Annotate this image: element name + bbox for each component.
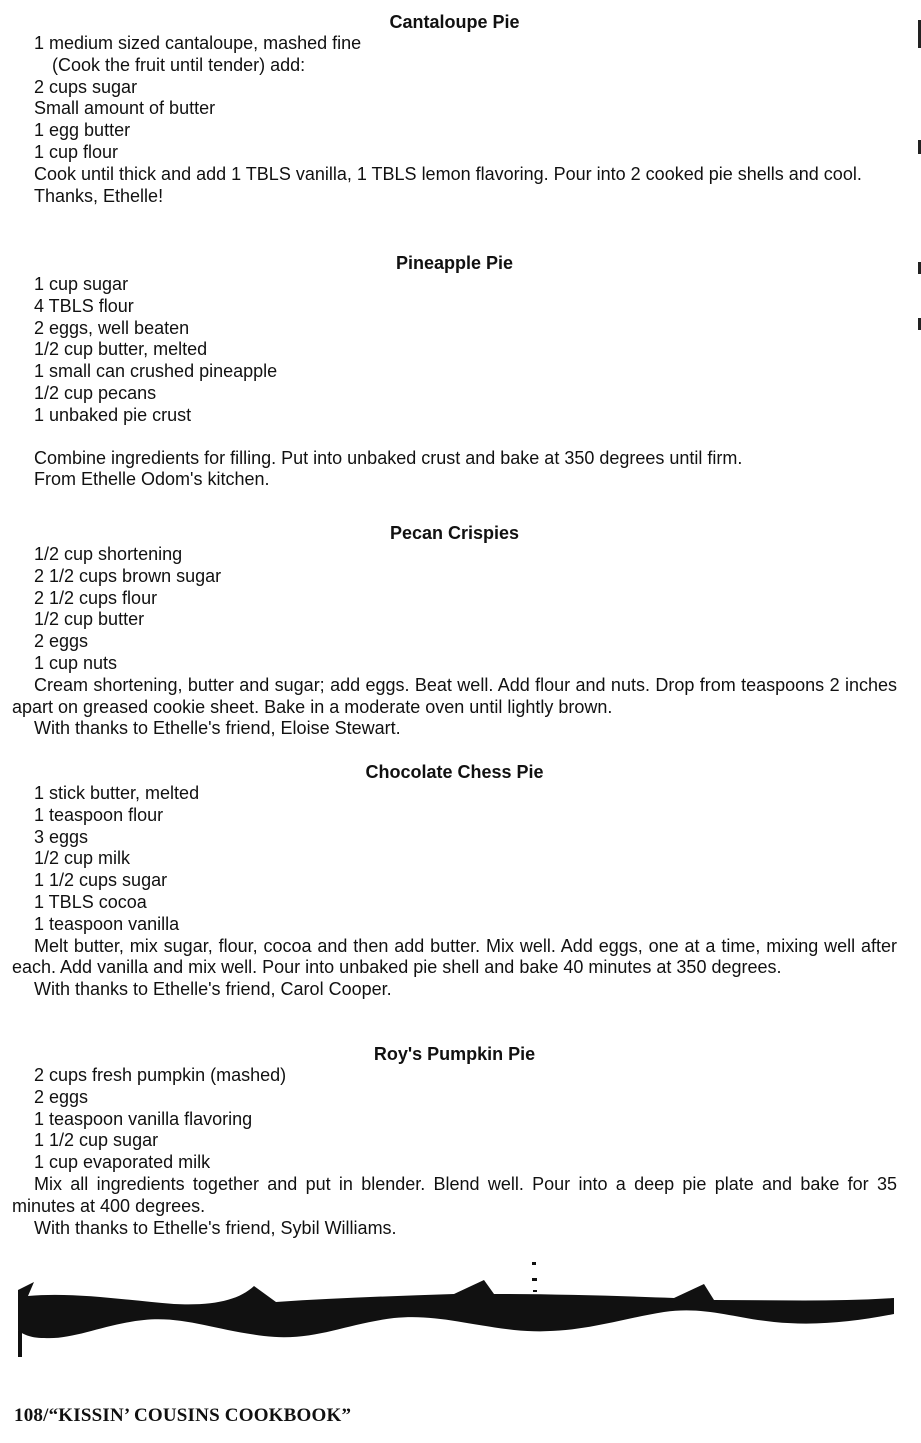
ingredient-line: 1 teaspoon flour — [34, 804, 164, 825]
ingredient-line: 1 1/2 cups sugar — [34, 870, 168, 891]
spacer — [12, 427, 897, 448]
recipe-title: Roy's Pumpkin Pie — [373, 1044, 536, 1064]
ingredient-line: Small amount of butter — [34, 98, 216, 119]
ingredient-line: 1/2 cup shortening — [34, 544, 183, 564]
ingredient-line: 1 small can crushed pineapple — [34, 361, 278, 382]
ingredient-line: 2 cups sugar — [34, 76, 138, 97]
ingredient-line: 1 egg butter — [34, 120, 131, 141]
ingredient-line: 2 eggs — [34, 631, 89, 652]
ingredient-line: 1/2 cup milk — [34, 848, 131, 869]
recipe-directions: Melt butter, mix sugar, flour, cocoa and then add butter. Mix well. Add eggs, one at a time, mixing well after each. Add vanilla and mix well. Pour into unbaked pie shell and bake 40 minutes at 350 degrees. — [12, 935, 897, 978]
ingredient-line: 1/2 cup pecans — [34, 382, 157, 403]
recipe-credit: With thanks to Ethelle's friend, Carol Cooper. — [34, 979, 392, 1000]
ingredient-line: 1 TBLS cocoa — [34, 891, 147, 912]
ingredient-line: 1 cup nuts — [34, 652, 118, 673]
recipe-directions: Combine ingredients for filling. Put into unbaked crust and bake at 350 degrees until firm. — [34, 447, 743, 468]
recipe-pineapple-pie — [12, 252, 897, 491]
recipe-directions: Cook until thick and add 1 TBLS vanilla, 1 TBLS lemon flavoring. Pour into 2 cooked pie shells and cool. — [34, 163, 862, 184]
recipe-credit: With thanks to Ethelle's friend, Eloise Stewart. — [34, 718, 401, 739]
ingredient-line: 1 cup flour — [34, 141, 119, 162]
page-footer: 108/“KISSIN’ COUSINS COOKBOOK” — [14, 1405, 352, 1426]
ingredient-line: 2 eggs — [34, 1086, 89, 1107]
recipe-chocolate-chess-pie — [12, 761, 897, 1001]
ingredient-line: 1/2 cup butter — [34, 609, 145, 630]
ingredient-line: 4 TBLS flour — [34, 295, 134, 316]
recipe-directions: Mix all ingredients together and put in blender. Blend well. Pour into a deep pie plate and bake for 35 minutes at 400 degrees. — [12, 1173, 897, 1216]
recipe-roys-pumpkin-pie — [12, 1043, 897, 1239]
recipe-title: Chocolate Chess Pie — [365, 762, 544, 782]
ingredient-line: 1 medium sized cantaloupe, mashed fine — [34, 33, 362, 53]
ingredient-line: 3 eggs — [34, 826, 89, 847]
ingredient-line: 1 cup evaporated milk — [34, 1152, 211, 1173]
recipe-title: Pineapple Pie — [395, 253, 514, 273]
recipe-credit: Thanks, Ethelle! — [34, 185, 164, 206]
ingredient-line: 1 stick butter, melted — [34, 783, 200, 803]
ingredient-line: 1 teaspoon vanilla — [34, 913, 180, 934]
recipe-pecan-crispies — [12, 522, 897, 740]
ingredient-line: (Cook the fruit until tender) add: — [52, 54, 306, 75]
recipe-title: Cantaloupe Pie — [389, 12, 520, 32]
wave-divider-icon — [14, 1262, 899, 1357]
recipe-cantaloupe-pie — [12, 11, 897, 207]
ingredient-line: 2 eggs, well beaten — [34, 317, 190, 338]
recipe-credit: From Ethelle Odom's kitchen. — [34, 469, 270, 490]
ingredient-line: 1 unbaked pie crust — [34, 404, 192, 425]
ingredient-line: 1/2 cup butter, melted — [34, 339, 208, 360]
ingredient-line: 1 cup sugar — [34, 274, 129, 294]
ingredient-line: 2 1/2 cups brown sugar — [34, 565, 222, 586]
ingredient-line: 1 teaspoon vanilla flavoring — [34, 1108, 253, 1129]
recipe-directions: Cream shortening, butter and sugar; add eggs. Beat well. Add flour and nuts. Drop from teaspoons 2 inches apart on greased cookie sheet. Bake in a moderate oven until lightly brown. — [12, 674, 897, 717]
ingredient-line: 1 1/2 cup sugar — [34, 1130, 159, 1151]
recipe-credit: With thanks to Ethelle's friend, Sybil Williams. — [34, 1217, 397, 1238]
ingredient-line: 2 1/2 cups flour — [34, 587, 158, 608]
ingredient-line: 2 cups fresh pumpkin (mashed) — [34, 1065, 287, 1085]
recipe-title: Pecan Crispies — [389, 523, 520, 543]
